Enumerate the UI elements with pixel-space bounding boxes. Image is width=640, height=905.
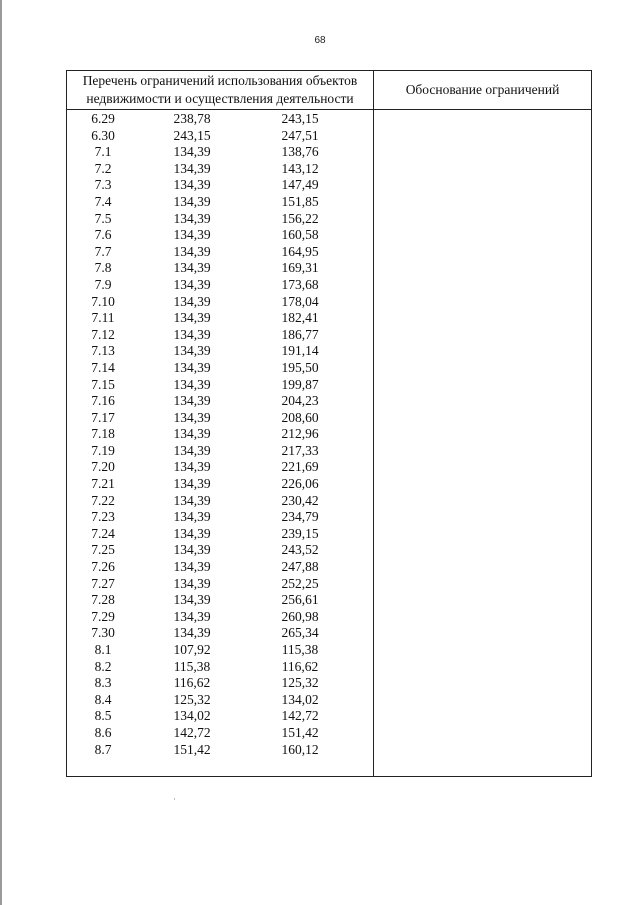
- table-row: [67, 725, 373, 742]
- value-from: 134,39: [173, 227, 211, 243]
- row-number: 7.3: [94, 177, 112, 193]
- table-row: [67, 177, 373, 194]
- value-to: 164,95: [281, 243, 319, 259]
- row-number: 7.8: [94, 260, 112, 276]
- table-row: [67, 476, 373, 493]
- row-number: 7.24: [91, 525, 115, 541]
- table-row: [67, 675, 373, 692]
- value-to: 142,72: [281, 708, 319, 724]
- table-row: [67, 128, 373, 145]
- row-number: 8.4: [94, 691, 112, 707]
- table-row: [67, 310, 373, 327]
- row-number: 8.3: [94, 675, 112, 691]
- value-to: 243,52: [281, 542, 319, 558]
- table-row: [67, 277, 373, 294]
- row-number: 7.25: [91, 542, 115, 558]
- value-to: 247,88: [281, 559, 319, 575]
- row-number: 7.1: [94, 144, 112, 160]
- value-to: 169,31: [281, 260, 319, 276]
- table-row: [67, 393, 373, 410]
- row-number: 7.28: [91, 592, 115, 608]
- row-number: 7.20: [91, 459, 115, 475]
- value-to: 173,68: [281, 276, 319, 292]
- value-to: 147,49: [281, 177, 319, 193]
- value-from: 134,39: [173, 592, 211, 608]
- value-to: 151,42: [281, 724, 319, 740]
- table-row: [67, 377, 373, 394]
- row-number: 7.30: [91, 625, 115, 641]
- row-number: 7.18: [91, 426, 115, 442]
- row-number: 7.29: [91, 608, 115, 624]
- row-number: 8.5: [94, 708, 112, 724]
- table-row: [67, 708, 373, 725]
- value-from: 134,39: [173, 243, 211, 259]
- value-to: 212,96: [281, 426, 319, 442]
- row-number: 8.1: [94, 642, 112, 657]
- restrictions-table: [66, 70, 592, 777]
- value-to: 247,51: [281, 127, 319, 143]
- table-row: [67, 493, 373, 510]
- row-number: 7.27: [91, 575, 115, 591]
- value-to: 138,76: [281, 144, 319, 160]
- value-to: 252,25: [281, 575, 319, 591]
- value-from: 134,39: [173, 542, 211, 558]
- value-from: 134,02: [173, 708, 211, 724]
- value-from: 134,39: [173, 442, 211, 458]
- table-row: [67, 592, 373, 609]
- row-number: 7.26: [91, 559, 115, 575]
- value-to: 217,33: [281, 442, 319, 458]
- row-number: 6.30: [91, 127, 115, 143]
- value-to: 182,41: [281, 310, 319, 326]
- table-row: [67, 742, 373, 759]
- value-to: 230,42: [281, 492, 319, 508]
- row-number: 7.13: [91, 343, 115, 359]
- table-row: [67, 642, 373, 659]
- value-from: 116,62: [173, 675, 211, 691]
- value-to: 116,62: [281, 658, 319, 674]
- page-number: 68: [314, 35, 326, 46]
- table-row: [67, 343, 373, 360]
- table-row: [67, 410, 373, 427]
- table-row: [67, 211, 373, 228]
- value-from: 134,39: [173, 376, 211, 392]
- value-from: 134,39: [173, 326, 211, 342]
- value-to: 186,77: [281, 326, 319, 342]
- table-row: [67, 659, 373, 676]
- table-row: [67, 459, 373, 476]
- table-row: [67, 327, 373, 344]
- value-to: 195,50: [281, 359, 319, 375]
- table-row: [67, 161, 373, 178]
- value-from: 134,39: [173, 293, 211, 309]
- value-from: 115,38: [173, 658, 211, 674]
- value-from: 238,78: [173, 111, 211, 126]
- table-row: [67, 426, 373, 443]
- value-to: 256,61: [281, 592, 319, 608]
- table-row: [67, 625, 373, 642]
- value-from: 134,39: [173, 509, 211, 525]
- row-number: 7.7: [94, 243, 112, 259]
- value-from: 134,39: [173, 310, 211, 326]
- value-from: 134,39: [173, 575, 211, 591]
- value-from: 134,39: [173, 160, 211, 176]
- table-row: [67, 576, 373, 593]
- value-from: 134,39: [173, 343, 211, 359]
- value-to: 156,22: [281, 210, 319, 226]
- row-number: 7.10: [91, 293, 115, 309]
- table-row: [67, 526, 373, 543]
- value-to: 125,32: [281, 675, 319, 691]
- table-row: [67, 260, 373, 277]
- row-number: 7.9: [94, 276, 112, 292]
- row-number: 7.16: [91, 393, 115, 409]
- value-from: 134,39: [173, 276, 211, 292]
- value-from: 134,39: [173, 492, 211, 508]
- row-number: 7.22: [91, 492, 115, 508]
- value-from: 142,72: [173, 724, 211, 740]
- table-row: [67, 244, 373, 261]
- value-to: 160,58: [281, 227, 319, 243]
- row-number: 8.2: [94, 658, 112, 674]
- row-number: 7.5: [94, 210, 112, 226]
- row-number: 7.12: [91, 326, 115, 342]
- value-from: 125,32: [173, 691, 211, 707]
- table-row: [67, 144, 373, 161]
- value-from: 134,39: [173, 409, 211, 425]
- table-row: [67, 294, 373, 311]
- value-from: 243,15: [173, 127, 211, 143]
- table-row: [67, 509, 373, 526]
- table-row: [67, 227, 373, 244]
- table-row: [67, 542, 373, 559]
- row-number: 7.17: [91, 409, 115, 425]
- header-divider: [67, 109, 591, 110]
- value-to: 221,69: [281, 459, 319, 475]
- value-to: 160,12: [281, 741, 319, 757]
- row-number: 7.14: [91, 359, 115, 375]
- value-to: 178,04: [281, 293, 319, 309]
- value-from: 134,39: [173, 559, 211, 575]
- value-to: 239,15: [281, 525, 319, 541]
- row-number: 7.2: [94, 160, 112, 176]
- row-number: 8.6: [94, 724, 112, 740]
- row-number: 7.11: [91, 310, 115, 326]
- table-row: [67, 194, 373, 211]
- value-to: 191,14: [281, 343, 319, 359]
- value-to: 151,85: [281, 193, 319, 209]
- row-number: 7.6: [94, 227, 112, 243]
- value-to: 115,38: [281, 642, 319, 657]
- value-to: 260,98: [281, 608, 319, 624]
- value-to: 234,79: [281, 509, 319, 525]
- value-from: 134,39: [173, 193, 211, 209]
- value-to: 204,23: [281, 393, 319, 409]
- value-to: 226,06: [281, 476, 319, 492]
- value-from: 134,39: [173, 260, 211, 276]
- value-from: 134,39: [173, 476, 211, 492]
- value-from: 134,39: [173, 177, 211, 193]
- row-number: 7.23: [91, 509, 115, 525]
- value-to: 265,34: [281, 625, 319, 641]
- value-from: 151,42: [173, 741, 211, 757]
- table-row: [67, 609, 373, 626]
- row-number: 7.19: [91, 442, 115, 458]
- scan-left-edge: [0, 0, 2, 905]
- column-divider: [373, 71, 374, 776]
- value-from: 134,39: [173, 144, 211, 160]
- header-justification: Обоснование ограничений: [405, 82, 560, 97]
- row-number: 8.7: [94, 741, 112, 757]
- value-from: 134,39: [173, 459, 211, 475]
- row-number: 7.4: [94, 193, 112, 209]
- value-from: 134,39: [173, 608, 211, 624]
- table-row: [67, 443, 373, 460]
- table-row: [67, 559, 373, 576]
- table-row: [67, 360, 373, 377]
- value-from: 134,39: [173, 426, 211, 442]
- table-row: [67, 692, 373, 709]
- header-restrictions-list: Перечень ограничений использования объектов недвижимости и осуществления деятельности: [82, 73, 358, 106]
- row-number: 7.15: [91, 376, 115, 392]
- table-row: [67, 111, 373, 128]
- value-from: 134,39: [173, 359, 211, 375]
- value-from: 107,92: [173, 642, 211, 657]
- value-from: 134,39: [173, 625, 211, 641]
- value-to: 208,60: [281, 409, 319, 425]
- table-body: [67, 111, 373, 758]
- row-number: 6.29: [91, 111, 115, 126]
- value-to: 243,15: [281, 111, 319, 126]
- value-to: 134,02: [281, 691, 319, 707]
- row-number: 7.21: [91, 476, 115, 492]
- value-from: 134,39: [173, 393, 211, 409]
- value-to: 199,87: [281, 376, 319, 392]
- scan-artifact: [174, 798, 175, 800]
- value-to: 143,12: [281, 160, 319, 176]
- value-from: 134,39: [173, 210, 211, 226]
- value-from: 134,39: [173, 525, 211, 541]
